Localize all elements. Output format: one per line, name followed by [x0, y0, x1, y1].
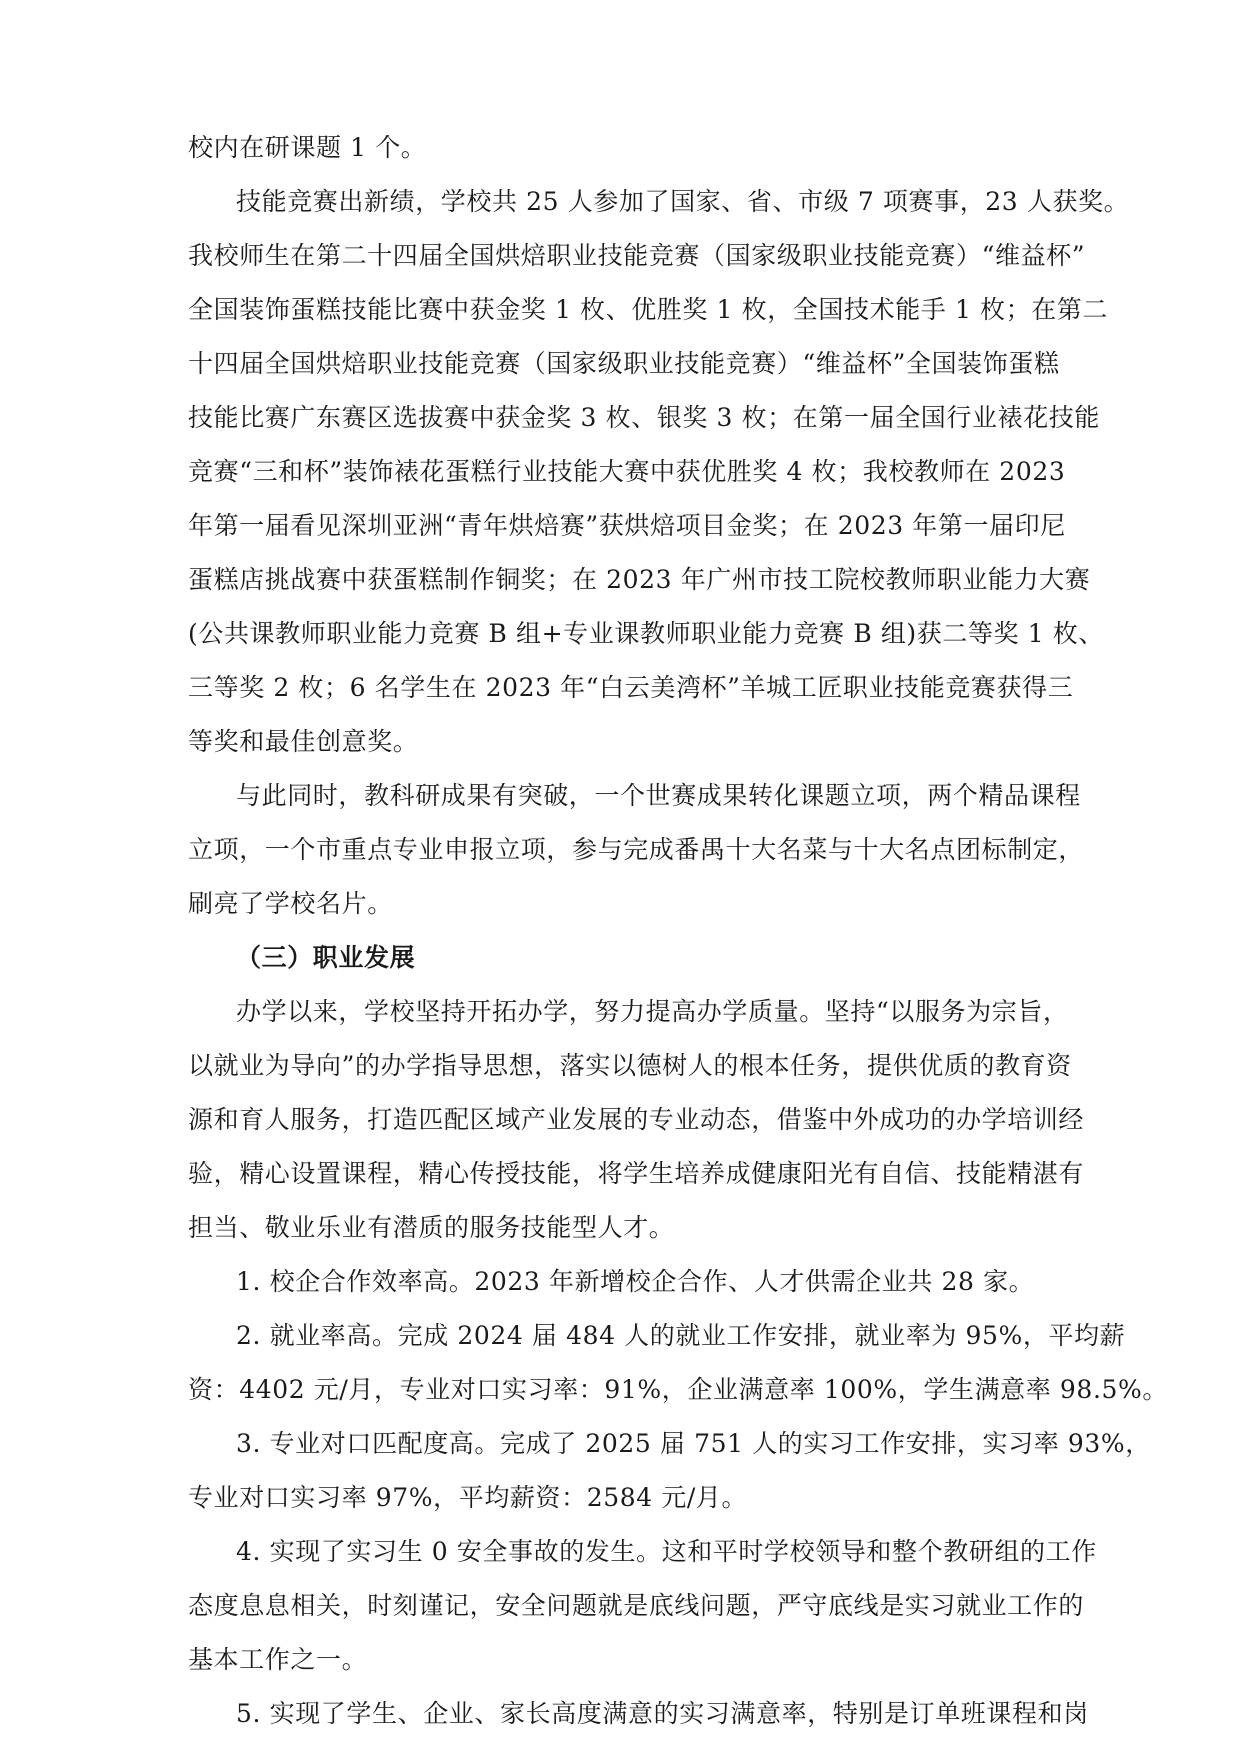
- text-line: 立项，一个市重点专业申报立项，参与完成番禺十大名菜与十大名点团标制定，: [188, 835, 1085, 864]
- text-line: 资：4402 元/月，专业对口实习率：91%，企业满意率 100%，学生满意率 98.5%。: [188, 1375, 1168, 1404]
- text-line: 蛋糕店挑战赛中获蛋糕制作铜奖；在 2023 年广州市技工院校教师职业能力大赛: [188, 565, 1091, 594]
- list-item-line: 5. 实现了学生、企业、家长高度满意的实习满意率，特别是订单班课程和岗: [236, 1699, 1089, 1728]
- text-line: 态度息息相关，时刻谨记，安全问题就是底线问题，严守底线是实习就业工作的: [188, 1591, 1085, 1620]
- text-line: 验，精心设置课程，精心传授技能，将学生培养成健康阳光有自信、技能精湛有: [188, 1159, 1085, 1188]
- text-line: 竞赛“三和杯”装饰裱花蛋糕行业技能大赛中获优胜奖 4 枚；我校教师在 2023: [188, 457, 1066, 486]
- list-item-line: 1. 校企合作效率高。2023 年新增校企合作、人才供需企业共 28 家。: [236, 1267, 1035, 1296]
- text-line: 等奖和最佳创意奖。: [188, 727, 419, 756]
- section-heading: （三）职业发展: [236, 943, 416, 972]
- text-line: 十四届全国烘焙职业技能竞赛（国家级职业技能竞赛）“维益杯”全国装饰蛋糕: [188, 349, 1060, 378]
- text-line: 源和育人服务，打造匹配区域产业发展的专业动态，借鉴中外成功的办学培训经: [188, 1105, 1085, 1134]
- paragraph-start-line: 与此同时，教科研成果有突破，一个世赛成果转化课题立项，两个精品课程: [236, 781, 1081, 810]
- text-line: 以就业为导向”的办学指导思想，落实以德树人的根本任务，提供优质的教育资: [188, 1051, 1072, 1080]
- text-line: 三等奖 2 枚；6 名学生在 2023 年“白云美湾杯”羊城工匠职业技能竞赛获得三: [188, 673, 1074, 702]
- text-line: 校内在研课题 1 个。: [188, 133, 427, 162]
- text-line: 刷亮了学校名片。: [188, 889, 393, 918]
- list-item-line: 4. 实现了实习生 0 安全事故的发生。这和平时学校领导和整个教研组的工作: [236, 1537, 1097, 1566]
- text-line: 全国装饰蛋糕技能比赛中获金奖 1 枚、优胜奖 1 枚，全国技术能手 1 枚；在第二: [188, 295, 1109, 324]
- text-line: (公共课教师职业能力竞赛 B 组+专业课教师职业能力竞赛 B 组)获二等奖 1 枚、: [188, 619, 1104, 648]
- text-line: 技能比赛广东赛区选拔赛中获金奖 3 枚、银奖 3 枚；在第一届全国行业裱花技能: [188, 403, 1101, 432]
- text-line: 专业对口实习率 97%，平均薪资：2584 元/月。: [188, 1483, 748, 1512]
- list-item-line: 3. 专业对口匹配度高。完成了 2025 届 751 人的实习工作安排，实习率 93%，: [236, 1429, 1151, 1458]
- list-item-line: 2. 就业率高。完成 2024 届 484 人的就业工作安排，就业率为 95%，平均薪: [236, 1321, 1126, 1350]
- paragraph-start-line: 办学以来，学校坚持开拓办学，努力提高办学质量。坚持“以服务为宗旨，: [236, 997, 1069, 1026]
- text-line: 担当、敬业乐业有潜质的服务技能型人才。: [188, 1213, 675, 1242]
- text-line: 基本工作之一。: [188, 1645, 368, 1674]
- text-line: 年第一届看见深圳亚洲“青年烘焙赛”获烘焙项目金奖；在 2023 年第一届印尼: [188, 511, 1066, 540]
- paragraph-start-line: 技能竞赛出新绩，学校共 25 人参加了国家、省、市级 7 项赛事，23 人获奖。: [236, 187, 1130, 216]
- text-line: 我校师生在第二十四届全国烘焙职业技能竞赛（国家级职业技能竞赛）“维益杯”: [188, 241, 1086, 270]
